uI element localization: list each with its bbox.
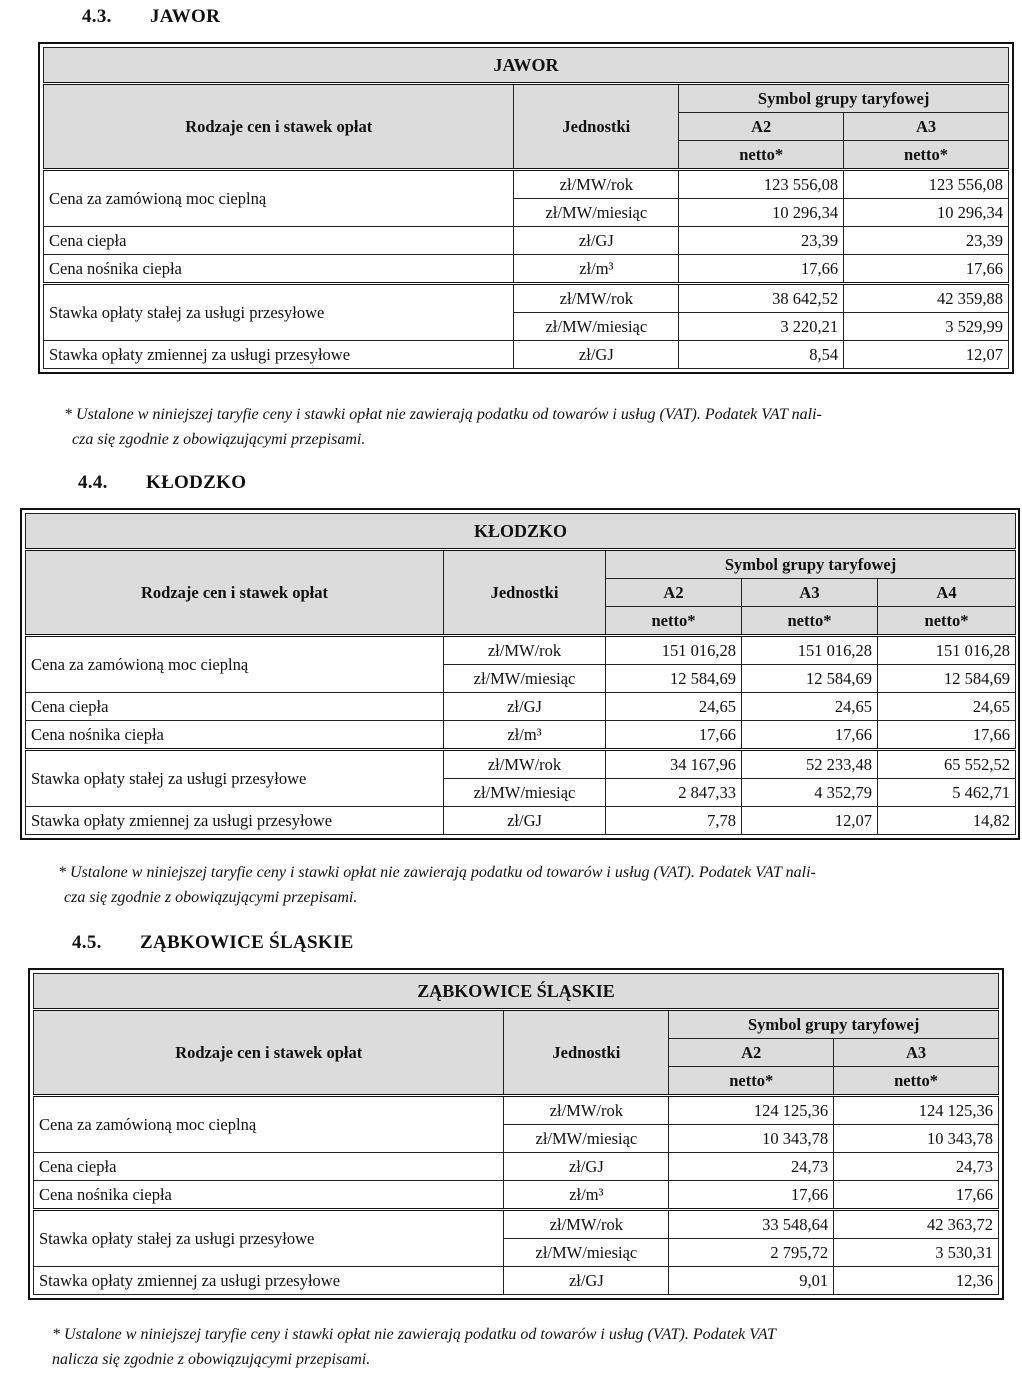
header-jednostki: Jednostki (504, 1010, 669, 1096)
value-cell: 12,07 (844, 341, 1009, 369)
section-name: KŁODZKO (146, 472, 247, 493)
unit-cell: zł/MW/rok (504, 1096, 669, 1125)
value-cell: 124 125,36 (834, 1096, 999, 1125)
row-label: Stawka opłaty zmiennej za usługi przesyłowe (34, 1267, 504, 1295)
value-cell: 14,82 (878, 807, 1016, 835)
value-cell: 10 296,34 (679, 199, 844, 227)
section-heading-klodzko (78, 472, 246, 494)
header-group: A3 (844, 113, 1009, 141)
vat-footnote (52, 1322, 776, 1372)
value-cell: 151 016,28 (878, 636, 1016, 665)
header-netto: netto* (742, 607, 878, 636)
header-netto: netto* (878, 607, 1016, 636)
section-heading-jawor (82, 6, 220, 28)
section-heading-zabkowice (72, 932, 354, 954)
value-cell: 17,66 (834, 1181, 999, 1210)
value-cell: 17,66 (669, 1181, 834, 1210)
value-cell: 52 233,48 (742, 750, 878, 779)
table-row (44, 341, 1009, 369)
value-cell: 5 462,71 (878, 779, 1016, 807)
table-row (34, 1181, 999, 1210)
tariff-table (43, 47, 1009, 369)
unit-cell: zł/MW/miesiąc (514, 313, 679, 341)
value-cell: 17,66 (844, 255, 1009, 284)
row-label: Cena nośnika ciepła (26, 721, 444, 750)
header-rodzaje: Rodzaje cen i stawek opłat (26, 550, 444, 636)
footnote-line: nalicza się zgodnie z obowiązującymi przepisami. (52, 1351, 371, 1368)
vat-footnote (58, 860, 816, 910)
value-cell: 24,65 (606, 693, 742, 721)
unit-cell: zł/MW/rok (444, 636, 606, 665)
table-row (44, 227, 1009, 255)
header-group: A2 (606, 579, 742, 607)
row-label: Stawka opłaty stałej za usługi przesyłowe (34, 1210, 504, 1267)
unit-cell: zł/GJ (514, 227, 679, 255)
value-cell: 123 556,08 (844, 170, 1009, 199)
tariff-table-zabkowice (28, 968, 1004, 1300)
table-row (26, 721, 1016, 750)
table-row (26, 750, 1016, 779)
unit-cell: zł/MW/miesiąc (444, 779, 606, 807)
value-cell: 151 016,28 (742, 636, 878, 665)
header-netto: netto* (606, 607, 742, 636)
unit-cell: zł/m³ (444, 721, 606, 750)
row-label: Stawka opłaty zmiennej za usługi przesyłowe (44, 341, 514, 369)
tariff-table (25, 513, 1016, 835)
header-group: A3 (834, 1039, 999, 1067)
unit-cell: zł/MW/rok (514, 170, 679, 199)
value-cell: 10 343,78 (669, 1125, 834, 1153)
unit-cell: zł/m³ (504, 1181, 669, 1210)
unit-cell: zł/GJ (504, 1267, 669, 1295)
value-cell: 8,54 (679, 341, 844, 369)
row-label: Cena za zamówioną moc cieplną (44, 170, 514, 227)
row-label: Cena nośnika ciepła (44, 255, 514, 284)
header-group: A2 (669, 1039, 834, 1067)
unit-cell: zł/MW/miesiąc (444, 665, 606, 693)
header-symbol-grupy: Symbol grupy taryfowej (679, 84, 1009, 113)
header-netto: netto* (679, 141, 844, 170)
value-cell: 42 359,88 (844, 284, 1009, 313)
value-cell: 38 642,52 (679, 284, 844, 313)
unit-cell: zł/GJ (504, 1153, 669, 1181)
unit-cell: zł/MW/rok (444, 750, 606, 779)
table-title: ZĄBKOWICE ŚLĄSKIE (34, 974, 999, 1010)
value-cell: 12 584,69 (742, 665, 878, 693)
section-name: ZĄBKOWICE ŚLĄSKIE (140, 932, 354, 953)
value-cell: 124 125,36 (669, 1096, 834, 1125)
table-title: KŁODZKO (26, 514, 1016, 550)
value-cell: 23,39 (844, 227, 1009, 255)
value-cell: 3 220,21 (679, 313, 844, 341)
value-cell: 3 529,99 (844, 313, 1009, 341)
header-netto: netto* (844, 141, 1009, 170)
table-row (26, 807, 1016, 835)
table-row (44, 170, 1009, 199)
value-cell: 24,65 (878, 693, 1016, 721)
row-label: Cena ciepła (44, 227, 514, 255)
header-group: A3 (742, 579, 878, 607)
table-row (26, 636, 1016, 665)
row-label: Stawka opłaty stałej za usługi przesyłowe (44, 284, 514, 341)
row-label: Cena nośnika ciepła (34, 1181, 504, 1210)
table-row (34, 1096, 999, 1125)
value-cell: 12,07 (742, 807, 878, 835)
value-cell: 33 548,64 (669, 1210, 834, 1239)
table-row (34, 1153, 999, 1181)
section-number: 4.5. (72, 932, 102, 953)
value-cell: 17,66 (742, 721, 878, 750)
unit-cell: zł/MW/miesiąc (504, 1239, 669, 1267)
tariff-table-jawor (38, 42, 1014, 374)
tariff-table-klodzko (20, 508, 1020, 840)
unit-cell: zł/MW/rok (504, 1210, 669, 1239)
unit-cell: zł/GJ (444, 693, 606, 721)
row-label: Cena za zamówioną moc cieplną (26, 636, 444, 693)
table-row (26, 693, 1016, 721)
value-cell: 24,65 (742, 693, 878, 721)
unit-cell: zł/MW/miesiąc (514, 199, 679, 227)
value-cell: 151 016,28 (606, 636, 742, 665)
row-label: Stawka opłaty stałej za usługi przesyłowe (26, 750, 444, 807)
row-label: Cena za zamówioną moc cieplną (34, 1096, 504, 1153)
value-cell: 17,66 (878, 721, 1016, 750)
table-row (44, 284, 1009, 313)
value-cell: 12,36 (834, 1267, 999, 1295)
value-cell: 34 167,96 (606, 750, 742, 779)
tariff-table (33, 973, 999, 1295)
header-group: A2 (679, 113, 844, 141)
header-rodzaje: Rodzaje cen i stawek opłat (44, 84, 514, 170)
header-rodzaje: Rodzaje cen i stawek opłat (34, 1010, 504, 1096)
value-cell: 10 296,34 (844, 199, 1009, 227)
value-cell: 24,73 (669, 1153, 834, 1181)
value-cell: 2 795,72 (669, 1239, 834, 1267)
unit-cell: zł/MW/miesiąc (504, 1125, 669, 1153)
footnote-line: * Ustalone w niniejszej taryfie ceny i stawki opłat nie zawierają podatku od towarów i usług (VAT). Podatek VAT (52, 1326, 776, 1343)
section-name: JAWOR (150, 6, 221, 27)
section-number: 4.3. (82, 6, 112, 27)
header-jednostki: Jednostki (514, 84, 679, 170)
table-title: JAWOR (44, 48, 1009, 84)
footnote-line: * Ustalone w niniejszej taryfie ceny i stawki opłat nie zawierają podatku od towarów i usług (VAT). Podatek VAT nali- (58, 864, 816, 881)
value-cell: 7,78 (606, 807, 742, 835)
value-cell: 17,66 (606, 721, 742, 750)
header-group: A4 (878, 579, 1016, 607)
unit-cell: zł/MW/rok (514, 284, 679, 313)
header-symbol-grupy: Symbol grupy taryfowej (669, 1010, 999, 1039)
value-cell: 9,01 (669, 1267, 834, 1295)
value-cell: 17,66 (679, 255, 844, 284)
value-cell: 23,39 (679, 227, 844, 255)
value-cell: 12 584,69 (606, 665, 742, 693)
row-label: Cena ciepła (26, 693, 444, 721)
row-label: Cena ciepła (34, 1153, 504, 1181)
table-row (34, 1210, 999, 1239)
footnote-line: * Ustalone w niniejszej taryfie ceny i stawki opłat nie zawierają podatku od towarów i usług (VAT). Podatek VAT nali- (64, 406, 822, 423)
table-row (44, 255, 1009, 284)
row-label: Stawka opłaty zmiennej za usługi przesyłowe (26, 807, 444, 835)
footnote-line: cza się zgodnie z obowiązującymi przepisami. (72, 431, 366, 448)
value-cell: 42 363,72 (834, 1210, 999, 1239)
value-cell: 3 530,31 (834, 1239, 999, 1267)
header-netto: netto* (669, 1067, 834, 1096)
value-cell: 123 556,08 (679, 170, 844, 199)
value-cell: 10 343,78 (834, 1125, 999, 1153)
value-cell: 2 847,33 (606, 779, 742, 807)
header-jednostki: Jednostki (444, 550, 606, 636)
section-number: 4.4. (78, 472, 108, 493)
unit-cell: zł/GJ (444, 807, 606, 835)
footnote-line: cza się zgodnie z obowiązującymi przepisami. (64, 889, 358, 906)
value-cell: 12 584,69 (878, 665, 1016, 693)
value-cell: 65 552,52 (878, 750, 1016, 779)
table-row (34, 1267, 999, 1295)
unit-cell: zł/GJ (514, 341, 679, 369)
header-netto: netto* (834, 1067, 999, 1096)
header-symbol-grupy: Symbol grupy taryfowej (606, 550, 1016, 579)
unit-cell: zł/m³ (514, 255, 679, 284)
value-cell: 4 352,79 (742, 779, 878, 807)
vat-footnote (64, 402, 822, 452)
value-cell: 24,73 (834, 1153, 999, 1181)
